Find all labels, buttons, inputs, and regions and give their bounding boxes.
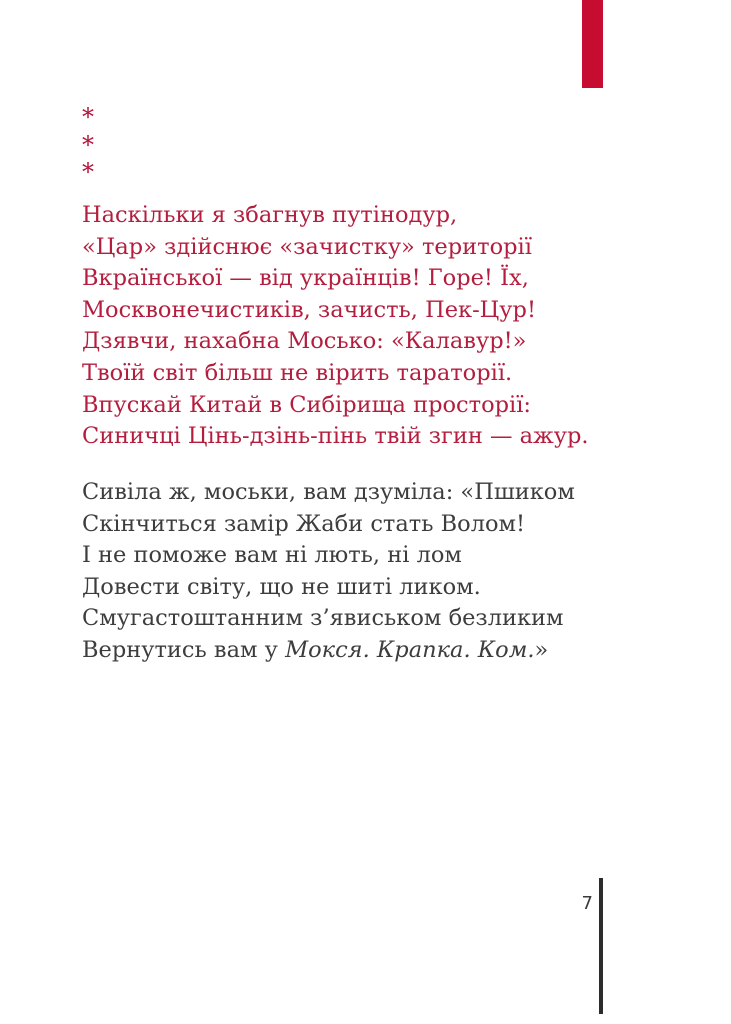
poem-line-prefix: Вернутись вам у <box>82 636 286 663</box>
poem-line: Сивіла ж, моськи, вам дзуміла: «Пшиком <box>82 479 575 505</box>
poem-line: Впускай Китай в Сибірища просторії: <box>82 391 531 418</box>
poem-line: Москвонечистиків, зачисть, Пек-Цур! <box>82 296 536 323</box>
poem-stanza-black <box>82 477 575 667</box>
poem-line: Смугастоштанним з’явиськом безликим <box>82 605 564 632</box>
poem-line: Скінчиться замір Жаби стать Волом! <box>82 510 526 537</box>
red-accent-bar <box>582 0 603 88</box>
poem-line: «Цар» здійснює «зачистку» території <box>82 233 532 260</box>
poem-line: І не поможе вам ні лють, ні лом <box>82 542 462 569</box>
asterisk: * <box>82 130 94 159</box>
page-number: 7 <box>581 893 593 914</box>
poem-stanza-red <box>82 200 589 453</box>
footer-vertical-rule <box>599 878 603 1014</box>
poem-line-italic-title: Мокся. Крапка. Ком. <box>285 636 535 663</box>
stanza-separator-asterisks <box>82 104 94 187</box>
poem-line: Довести світу, що не шиті ликом. <box>82 573 481 600</box>
poem-line: Вкраїнської — від українців! Горе! Їх, <box>82 265 529 292</box>
asterisk: * <box>82 103 94 131</box>
poem-line: Твоїй світ більш не вірить тараторії. <box>82 359 513 386</box>
poem-line: Синичці Цінь-дзінь-пінь твій згин — ажур. <box>82 423 589 450</box>
poem-line-with-italic <box>82 635 575 667</box>
poem-line-closing-quote: » <box>534 636 549 663</box>
asterisk: * <box>82 158 94 186</box>
poem-line: Дзявчи, нахабна Мосько: «Калавур!» <box>82 328 527 355</box>
poem-line: Наскільки я збагнув путінодур, <box>82 202 458 228</box>
